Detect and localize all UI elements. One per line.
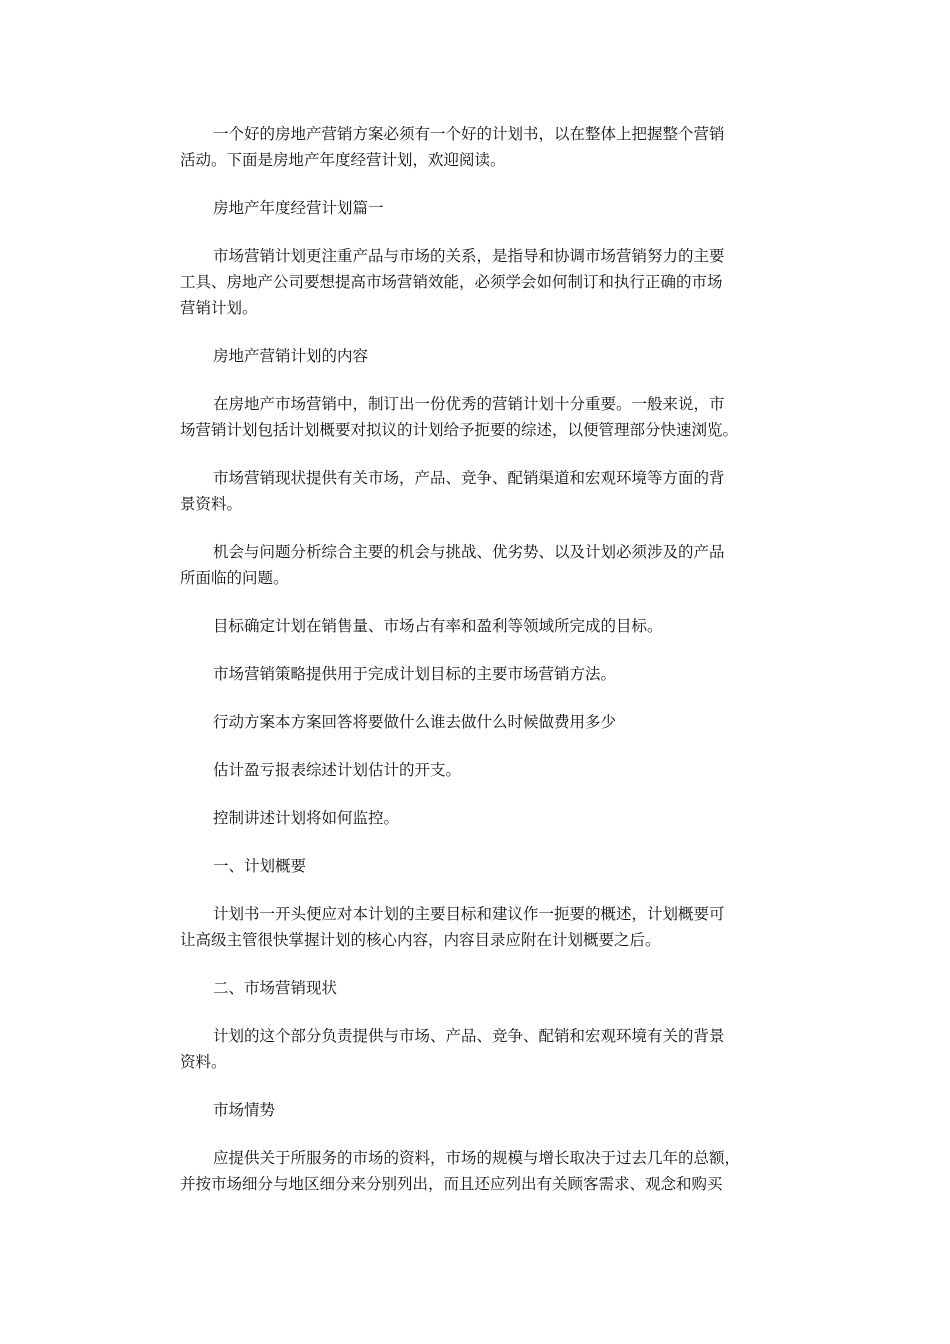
section-heading: [180, 343, 780, 369]
paragraph: [180, 539, 780, 591]
document-page: [180, 121, 780, 1219]
paragraph: [180, 709, 780, 735]
paragraph: [180, 465, 780, 517]
text-line: 市场营销现状提供有关市场，产品、竞争、配销渠道和宏观环境等方面的背: [213, 469, 725, 487]
paragraph: [180, 391, 780, 443]
text-line: 行动方案本方案回答将要做什么谁去做什么时候做费用多少: [213, 713, 617, 731]
text-line: 估计盈亏报表综述计划估计的开支。: [213, 761, 462, 779]
text-line: 一、计划概要: [213, 857, 307, 875]
section-heading: [180, 975, 780, 1001]
section-heading: [180, 1097, 780, 1123]
text-line: 计划的这个部分负责提供与市场、产品、竞争、配销和宏观环境有关的背景: [213, 1027, 725, 1045]
text-line: 活动。下面是房地产年度经营计划，欢迎阅读。: [180, 151, 506, 169]
paragraph: [180, 901, 780, 953]
text-line: 市场营销策略提供用于完成计划目标的主要市场营销方法。: [213, 665, 617, 683]
text-line: 场营销计划包括计划概要对拟议的计划给予扼要的综述，以便管理部分快速浏览。: [180, 421, 739, 439]
text-line: 在房地产市场营销中，制订出一份优秀的营销计划十分重要。一般来说，市: [213, 395, 725, 413]
text-line: 机会与问题分析综合主要的机会与挑战、优劣势、以及计划必须涉及的产品: [213, 543, 725, 561]
paragraph: [180, 1145, 780, 1197]
section-heading: [180, 853, 780, 879]
text-line: 营销计划。: [180, 299, 258, 317]
text-line: 工具、房地产公司要想提高市场营销效能，必须学会如何制订和执行正确的市场: [180, 273, 723, 291]
paragraph: [180, 757, 780, 783]
text-line: 计划书一开头便应对本计划的主要目标和建议作一扼要的概述，计划概要可: [213, 905, 725, 923]
text-line: 房地产年度经营计划篇一: [213, 199, 384, 217]
paragraph: [180, 661, 780, 687]
text-line: 控制讲述计划将如何监控。: [213, 809, 400, 827]
text-line: 房地产营销计划的内容: [213, 347, 369, 365]
paragraph: [180, 613, 780, 639]
paragraph: [180, 805, 780, 831]
text-line: 目标确定计划在销售量、市场占有率和盈利等领域所完成的目标。: [213, 617, 663, 635]
text-line: 二、市场营销现状: [213, 979, 338, 997]
section-heading: [180, 195, 780, 221]
text-line: 所面临的问题。: [180, 569, 289, 587]
text-line: 资料。: [180, 1053, 227, 1071]
text-line: 景资料。: [180, 495, 243, 513]
paragraph: [180, 1023, 780, 1075]
paragraph: [180, 243, 780, 321]
text-line: 一个好的房地产营销方案必须有一个好的计划书，以在整体上把握整个营销: [213, 125, 725, 143]
paragraph: [180, 121, 780, 173]
text-line: 市场营销计划更注重产品与市场的关系，是指导和协调市场营销努力的主要: [213, 247, 725, 265]
text-line: 让高级主管很快掌握计划的核心内容，内容目录应附在计划概要之后。: [180, 931, 661, 949]
text-line: 应提供关于所服务的市场的资料，市场的规模与增长取决于过去几年的总额，: [213, 1149, 741, 1167]
text-line: 市场情势: [213, 1101, 276, 1119]
text-line: 并按市场细分与地区细分来分别列出，而且还应列出有关顾客需求、观念和购买: [180, 1175, 723, 1193]
